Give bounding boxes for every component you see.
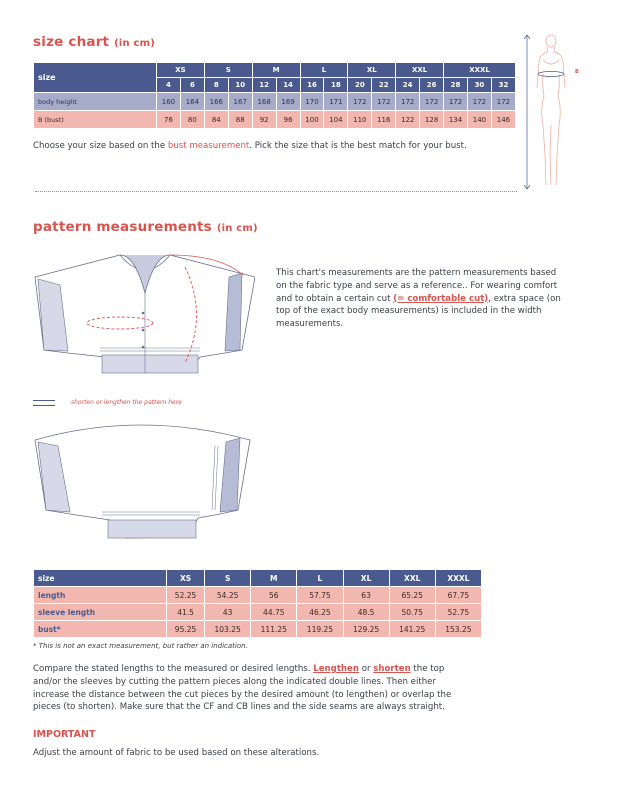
size-number: 12 [252, 78, 276, 93]
pattern-header-s: S [205, 570, 251, 587]
cell: 172 [348, 93, 372, 111]
pattern-line-5: measurements. [276, 319, 344, 330]
cell: 76 [157, 111, 181, 129]
table-row [34, 111, 516, 129]
size-xl: XL [348, 63, 396, 78]
pattern-description [276, 267, 591, 331]
row-label-bust: B (bust) [34, 111, 157, 129]
cell: 56 [251, 587, 297, 604]
table-row [34, 587, 482, 604]
instructions-line-4: pieces (to shorten). Make sure that the CF and CB lines and the side seams are always straight. [33, 702, 445, 713]
size-header-label: size [34, 63, 157, 93]
cell: 44.75 [251, 604, 297, 621]
row-label-body-height: body height [34, 93, 157, 111]
size-number: 14 [276, 78, 300, 93]
size-number: 20 [348, 78, 372, 93]
size-chart-table [33, 62, 516, 129]
size-number: 28 [444, 78, 468, 93]
cell: 172 [491, 93, 515, 111]
cell: 153.25 [435, 621, 481, 638]
pattern-line-4: top of the exact body measurements) is included in the width [276, 306, 542, 317]
cell: 129.25 [343, 621, 389, 638]
cell: 41.5 [167, 604, 205, 621]
cell: 169 [276, 93, 300, 111]
pattern-measurements-table [33, 569, 482, 638]
pattern-header-size: size [34, 570, 167, 587]
cell: 170 [300, 93, 324, 111]
pattern-header-m: M [251, 570, 297, 587]
size-number: 24 [396, 78, 420, 93]
front-garment-illustration [30, 245, 255, 385]
pattern-header-xs: XS [167, 570, 205, 587]
cell: 172 [467, 93, 491, 111]
row-label-bust: bust* [34, 621, 167, 638]
cell: 96 [276, 111, 300, 129]
size-l: L [300, 63, 348, 78]
comfortable-cut-link[interactable]: (= comfortable cut) [393, 293, 489, 304]
cell: 52.75 [435, 604, 481, 621]
cell: 88 [228, 111, 252, 129]
cell: 172 [396, 93, 420, 111]
cell: 100 [300, 111, 324, 129]
size-note [33, 141, 467, 151]
important-title: IMPORTANT [33, 729, 96, 740]
cell: 110 [348, 111, 372, 129]
cell: 172 [444, 93, 468, 111]
pattern-header-l: L [297, 570, 343, 587]
shorten-link[interactable]: shorten [373, 664, 411, 674]
pattern-unit: (in cm) [216, 223, 258, 234]
cell: 166 [204, 93, 228, 111]
cell: 67.75 [435, 587, 481, 604]
instructions-paragraph [33, 663, 493, 714]
cell: 92 [252, 111, 276, 129]
size-number: 30 [467, 78, 491, 93]
size-number: 4 [157, 78, 181, 93]
cell: 167 [228, 93, 252, 111]
size-number: 18 [324, 78, 348, 93]
cell: 54.25 [205, 587, 251, 604]
size-m: M [252, 63, 300, 78]
cell: 122 [396, 111, 420, 129]
pattern-line-1: This chart's measurements are the pattern measurements based [276, 268, 557, 278]
instructions-line-1 [33, 663, 493, 676]
pattern-title [33, 219, 258, 235]
size-note-suffix: . Pick the size that is the best match for your bust. [249, 141, 467, 151]
cell: 164 [180, 93, 204, 111]
size-number: 16 [300, 78, 324, 93]
back-garment-illustration [30, 412, 255, 547]
size-note-prefix: Choose your size based on the [33, 141, 168, 151]
shorten-lengthen-legend: shorten or lengthen the pattern here [71, 399, 182, 406]
size-xs: XS [157, 63, 205, 78]
pattern-line-3 [276, 293, 591, 306]
pattern-line-2: on the fabric type and serve as a reference.. For wearing comfort [276, 280, 558, 291]
cell: 46.25 [297, 604, 343, 621]
instructions-line-2: and/or the sleeves by cutting the pattern pieces along the indicated double lines. Then either [33, 676, 436, 687]
pattern-header-xl: XL [343, 570, 389, 587]
size-chart-title-text: size chart [33, 34, 110, 50]
instructions-line-3: increase the distance between the cut pieces by the desired amount (to lengthen) or overlap the [33, 689, 452, 700]
cell: 146 [491, 111, 515, 129]
cell: 84 [204, 111, 228, 129]
cell: 48.5 [343, 604, 389, 621]
size-chart-title [33, 34, 155, 50]
cell: 43 [205, 604, 251, 621]
body-figure-illustration [520, 30, 580, 195]
cell: 116 [372, 111, 396, 129]
instructions-or: or [359, 664, 374, 674]
cell: 50.75 [389, 604, 435, 621]
important-text: Adjust the amount of fabric to be used based on these alterations. [33, 748, 320, 758]
cell: 95.25 [167, 621, 205, 638]
figure-bust-label: B [575, 69, 579, 75]
row-label-sleeve-length: sleeve length [34, 604, 167, 621]
size-number: 22 [372, 78, 396, 93]
size-number: 6 [180, 78, 204, 93]
pattern-footnote: * This is not an exact measurement, but rather an indication. [33, 642, 248, 650]
cell: 160 [157, 93, 181, 111]
pattern-title-text: pattern measurements [33, 219, 212, 235]
table-row [34, 93, 516, 111]
shorten-lengthen-icon [33, 400, 55, 406]
cell: 104 [324, 111, 348, 129]
size-note-highlight: bust measurement [167, 141, 250, 151]
table-row [34, 621, 482, 638]
cell: 168 [252, 93, 276, 111]
cell: 80 [180, 111, 204, 129]
size-chart-unit: (in cm) [114, 38, 156, 49]
section-divider [35, 191, 517, 192]
size-number: 8 [204, 78, 228, 93]
pattern-line-3-post: , extra space (on [488, 293, 561, 304]
row-label-length: length [34, 587, 167, 604]
pattern-line-3-pre: and to obtain a certain cut [276, 293, 394, 304]
table-row [34, 604, 482, 621]
cell: 65.25 [389, 587, 435, 604]
cell: 172 [420, 93, 444, 111]
pattern-header-xxl: XXL [389, 570, 435, 587]
size-number: 26 [420, 78, 444, 93]
size-number: 10 [228, 78, 252, 93]
instructions-pre: Compare the stated lengths to the measured or desired lengths. [33, 664, 314, 674]
cell: 111.25 [251, 621, 297, 638]
size-number: 32 [491, 78, 515, 93]
instructions-post: the top [410, 664, 445, 674]
cell: 172 [372, 93, 396, 111]
cell: 140 [467, 111, 491, 129]
cell: 103.25 [205, 621, 251, 638]
cell: 52.25 [167, 587, 205, 604]
lengthen-link[interactable]: Lengthen [313, 664, 359, 674]
size-xxxl: XXXL [444, 63, 516, 78]
cell: 128 [420, 111, 444, 129]
cell: 141.25 [389, 621, 435, 638]
pattern-header-xxxl: XXXL [435, 570, 481, 587]
size-xxl: XXL [396, 63, 444, 78]
cell: 57.75 [297, 587, 343, 604]
size-s: S [204, 63, 252, 78]
cell: 134 [444, 111, 468, 129]
cell: 119.25 [297, 621, 343, 638]
cell: 171 [324, 93, 348, 111]
cell: 63 [343, 587, 389, 604]
